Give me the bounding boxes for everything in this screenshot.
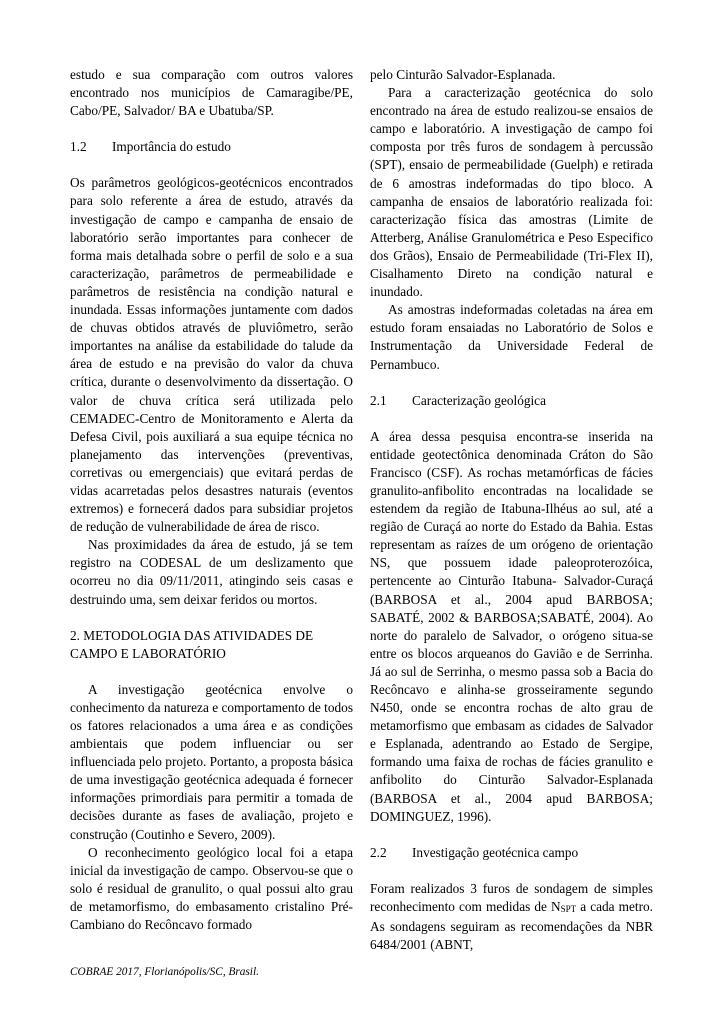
- paragraph-geotechnical-investigation: A investigação geotécnica envolve o conhecimento da natureza e comportamento de todos os fatores relacionados a uma área e as condições ambientais que podem influenciar ou ser influenciada pelo projeto. Portanto, a proposta básica de uma investigação geotécnica adequada é fornecer informações primordiais para permitir a tomada de decisões durante as fases de avaliação, projeto e construção (Coutinho e Severo, 2009).: [70, 681, 353, 842]
- section-number: 1.2: [70, 139, 87, 155]
- section-heading-2: 2. METODOLOGIA DAS ATIVIDADES DE CAMPO E LABORATÓRIO: [70, 627, 314, 661]
- section-title: Importância do estudo: [112, 139, 231, 155]
- paragraph-importance: Os parâmetros geológicos-geotécnicos encontrados para solo referente a área de estudo, através da investigação de campo e campanha de ensaio de laboratório serão importantes para conhecer de forma mais detalhada sobre o perfil de solo e a sua caracterização, parâmetros de permeabilidade e parâmetros de resistência na condição natural e inundada. Essas informações juntamente com dados de chuvas obtidos através de pluviômetro, serão importantes na análise da estabilidade do talude da área de estudo e na previsão do valor da chuva crítica, durante o desenvolvimento da dissertação. O valor de chuva crítica será utilizada pelo CEMADEC-Centro de Monitoramento e Alerta da Defesa Civil, pois auxiliará a sua equipe técnica no planejamento das intervenções (preventivas, corretivas ou emergenciais) que evitará perdas de vidas acarretadas pelos desastres naturais (eventos extremos) e fornecerá dados para subsidiar projetos de redução de vulnerabilidade de área de risco.: [70, 175, 353, 535]
- paragraph-codesal: Nas proximidades da área de estudo, já se tem registro na CODESAL de um deslizamento que ocorreu no dia 09/11/2011, atingindo seis casas e destruindo uma, sem deixar feridos ou mortos.: [70, 537, 353, 607]
- paragraph-geology: A área dessa pesquisa encontra-se inserida na entidade geotectônica denominada Cráton do São Francisco (CSF). As rochas metamórficas de fácies granulito-anfibolito encontradas na localidade se estendem da região de Itabuna-Ilhéus ao sul, até a região de Curaçá ao norte do Estado da Bahia. Estas representam as raízes de um orógeno de orientação NS, que possuem idade paleoproterozóica, pertencente ao Cinturão Itabuna- Salvador-Curaçá (BARBOSA et al., 2004 apud BARBOSA; SABATÉ, 2002 & BARBOSA;SABATÉ, 2004). Ao norte do paralelo de Salvador, o orógeno situa-se entre os blocos arqueanos do Gavião e de Serrinha. Já ao sul de Serrinha, o mesmo passa sob a Bacia do Recôncavo e alinha-se grosseiramente segundo N450, onde se encontra rochas de alto grau de metamorfismo que embasam as cidades de Salvador e Esplanada, adentrando ao Estado de Sergipe, formando uma faixa de rochas de fácies granulito e anfibolito do Cinturão Salvador-Esplanada (BARBOSA et al., 2004 apud BARBOSA; DOMINGUEZ, 1996).: [370, 428, 653, 824]
- section-number: 2.2: [370, 844, 387, 860]
- paragraph-geological-recognition: O reconhecimento geológico local foi a etapa inicial da investigação de campo. Observou-se que o solo é residual de granulito, o qual possui alto grau de metamorfismo, do embasamento cristalino Pré-Cambiano do Recôncavo formado: [70, 844, 353, 933]
- section-title: Caracterização geológica: [412, 392, 546, 408]
- left-column: [70, 66, 353, 934]
- section-number: 2.1: [370, 392, 387, 408]
- paragraph-continuation-right: pelo Cinturão Salvador-Esplanada.: [370, 67, 556, 82]
- section-heading-2-2: [370, 844, 653, 862]
- right-column: [370, 66, 653, 954]
- section-heading-2-1: [370, 392, 653, 410]
- paragraph-characterization: Para a caracterização geotécnica do solo encontrado na área de estudo realizou-se ensaios de campo e laboratório. A investigação de campo foi composta por três furos de sondagem à percussão (SPT), ensaio de permeabilidade (Guelph) e retirada de 6 amostras indeformadas do tipo bloco. A campanha de ensaios de laboratório realizada foi: caracterização física das amostras (Limite de Atterberg, Análise Granulométrica e Peso Especifico dos Grãos), Ensaio de Permeabilidade (Tri-Flex II), Cisalhamento Direto na condição natural e inundado.: [370, 85, 653, 300]
- section-title: Investigação geotécnica campo: [412, 844, 579, 860]
- subscript-spt: SPT: [560, 903, 577, 914]
- paragraph-samples: As amostras indeformadas coletadas na área em estudo foram ensaiadas no Laboratório de Solos e Instrumentação da Universidade Federal de Pernambuco.: [370, 302, 653, 372]
- page-footer: COBRAE 2017, Florianópolis/SC, Brasil.: [70, 966, 259, 978]
- text-part: Foram realizados 3 furos de sondagem de simples reconhecimento com medidas de N: [370, 880, 653, 914]
- paragraph-continuation: estudo e sua comparação com outros valores encontrado nos municípios de Camaragibe/PE, Cabo/PE, Salvador/ BA e Ubatuba/SP.: [70, 67, 353, 119]
- text-part: a cada metro. As sondagens seguiram as recomendações da NBR 6484/2001 (ABNT,: [370, 898, 653, 953]
- section-heading-1-2: [70, 138, 353, 156]
- paragraph-field-investigation: [370, 880, 653, 954]
